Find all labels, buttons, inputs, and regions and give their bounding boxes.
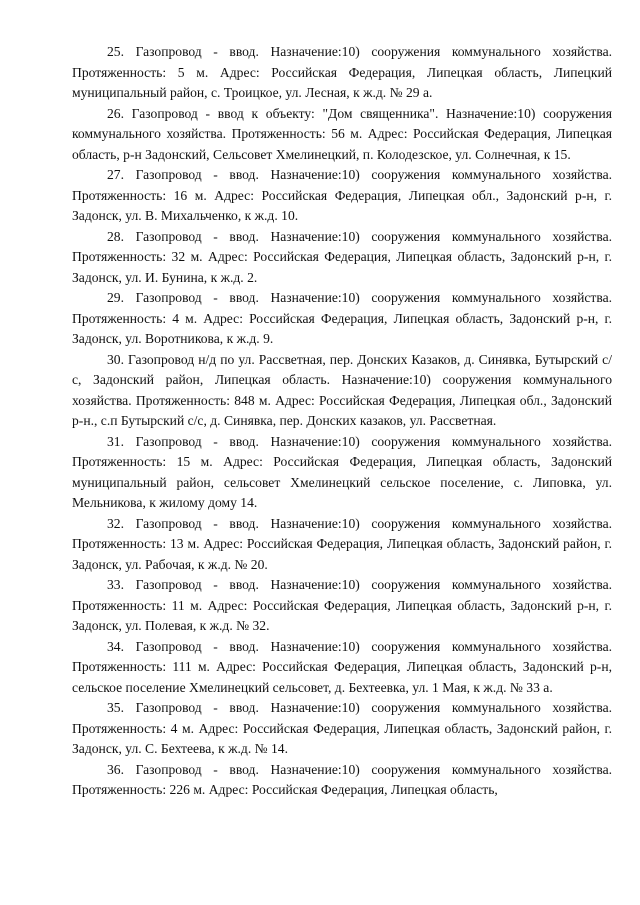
list-item-32: 32. Газопровод - ввод. Назначение:10) сооружения коммунального хозяйства. Протяженность: 13 м. Адрес: Российская Федерация, Липецкая область, Задонский район, г. Задонск, ул. Рабочая, к ж.д. № 20. (72, 515, 612, 572)
list-item-33: 33. Газопровод - ввод. Назначение:10) сооружения коммунального хозяйства. Протяженность: 11 м. Адрес: Российская Федерация, Липецкая область, Задонский р-н, г. Задонск, ул. Полевая, к ж.д. № 32. (72, 577, 612, 633)
list-item-30: 30. Газопровод н/д по ул. Рассветная, пер. Донских Казаков, д. Синявка, Бутырский с/с, Задонский район, Липецкая область. Назначение:10) сооружения коммунального хозяйства. Протяженность: 848 м. Адрес: Российская Федерация, Липецкая обл., Задонский р-н., с.п Бутырский с/с, д. Синявка, пер. Донских казаков, ул. Рассветная. (72, 351, 612, 428)
list-item-35: 35. Газопровод - ввод. Назначение:10) сооружения коммунального хозяйства. Протяженность: 4 м. Адрес: Российская Федерация, Липецкая область, Задонский район, г. Задонск, ул. С. Бехтеева, к ж.д. № 14. (72, 700, 612, 756)
list-item-36: 36. Газопровод - ввод. Назначение:10) сооружения коммунального хозяйства. Протяженность: 226 м. Адрес: Российская Федерация, Липецкая область, (72, 761, 612, 797)
document-page (72, 42, 612, 801)
list-item-34: 34. Газопровод - ввод. Назначение:10) сооружения коммунального хозяйства. Протяженность: 111 м. Адрес: Российская Федерация, Липецкая область, Задонский р-н, сельское поселение Хмелинецкий сельсовет, д. Бехтеевка, ул. 1 Мая, к ж.д. № 33 а. (72, 638, 612, 695)
list-item-25: 25. Газопровод - ввод. Назначение:10) сооружения коммунального хозяйства. Протяженность: 5 м. Адрес: Российская Федерация, Липецкая область, Липецкий муниципальный район, с. Троицкое, ул. Лесная, к ж.д. № 29 а. (72, 44, 612, 100)
list-item-27: 27. Газопровод - ввод. Назначение:10) сооружения коммунального хозяйства. Протяженность: 16 м. Адрес: Российская Федерация, Липецкая обл., Задонский р-н, г. Задонск, ул. В. Михальченко, к ж.д. 10. (72, 167, 612, 223)
list-item-31: 31. Газопровод - ввод. Назначение:10) сооружения коммунального хозяйства. Протяженность: 15 м. Адрес: Российская Федерация, Липецкая область, Задонский муниципальный район, сельсовет Хмелинецкий сельское поселение, с. Липовка, ул. Мельникова, к жилому дому 14. (72, 433, 612, 510)
list-item-29: 29. Газопровод - ввод. Назначение:10) сооружения коммунального хозяйства. Протяженность: 4 м. Адрес: Российская Федерация, Липецкая область, Задонский р-н, г. Задонск, ул. Воротникова, к ж.д. 9. (72, 290, 612, 346)
list-item-28: 28. Газопровод - ввод. Назначение:10) сооружения коммунального хозяйства. Протяженность: 32 м. Адрес: Российская Федерация, Липецкая область, Задонский р-н, г. Задонск, ул. И. Бунина, к ж.д. 2. (72, 228, 612, 285)
list-item-26: 26. Газопровод - ввод к объекту: "Дом священника". Назначение:10) сооружения коммунального хозяйства. Протяженность: 56 м. Адрес: Российская Федерация, Липецкая область, р-н Задонский, Сельсовет Хмелинецкий, п. Колодезское, ул. Солнечная, к 15. (72, 105, 612, 162)
